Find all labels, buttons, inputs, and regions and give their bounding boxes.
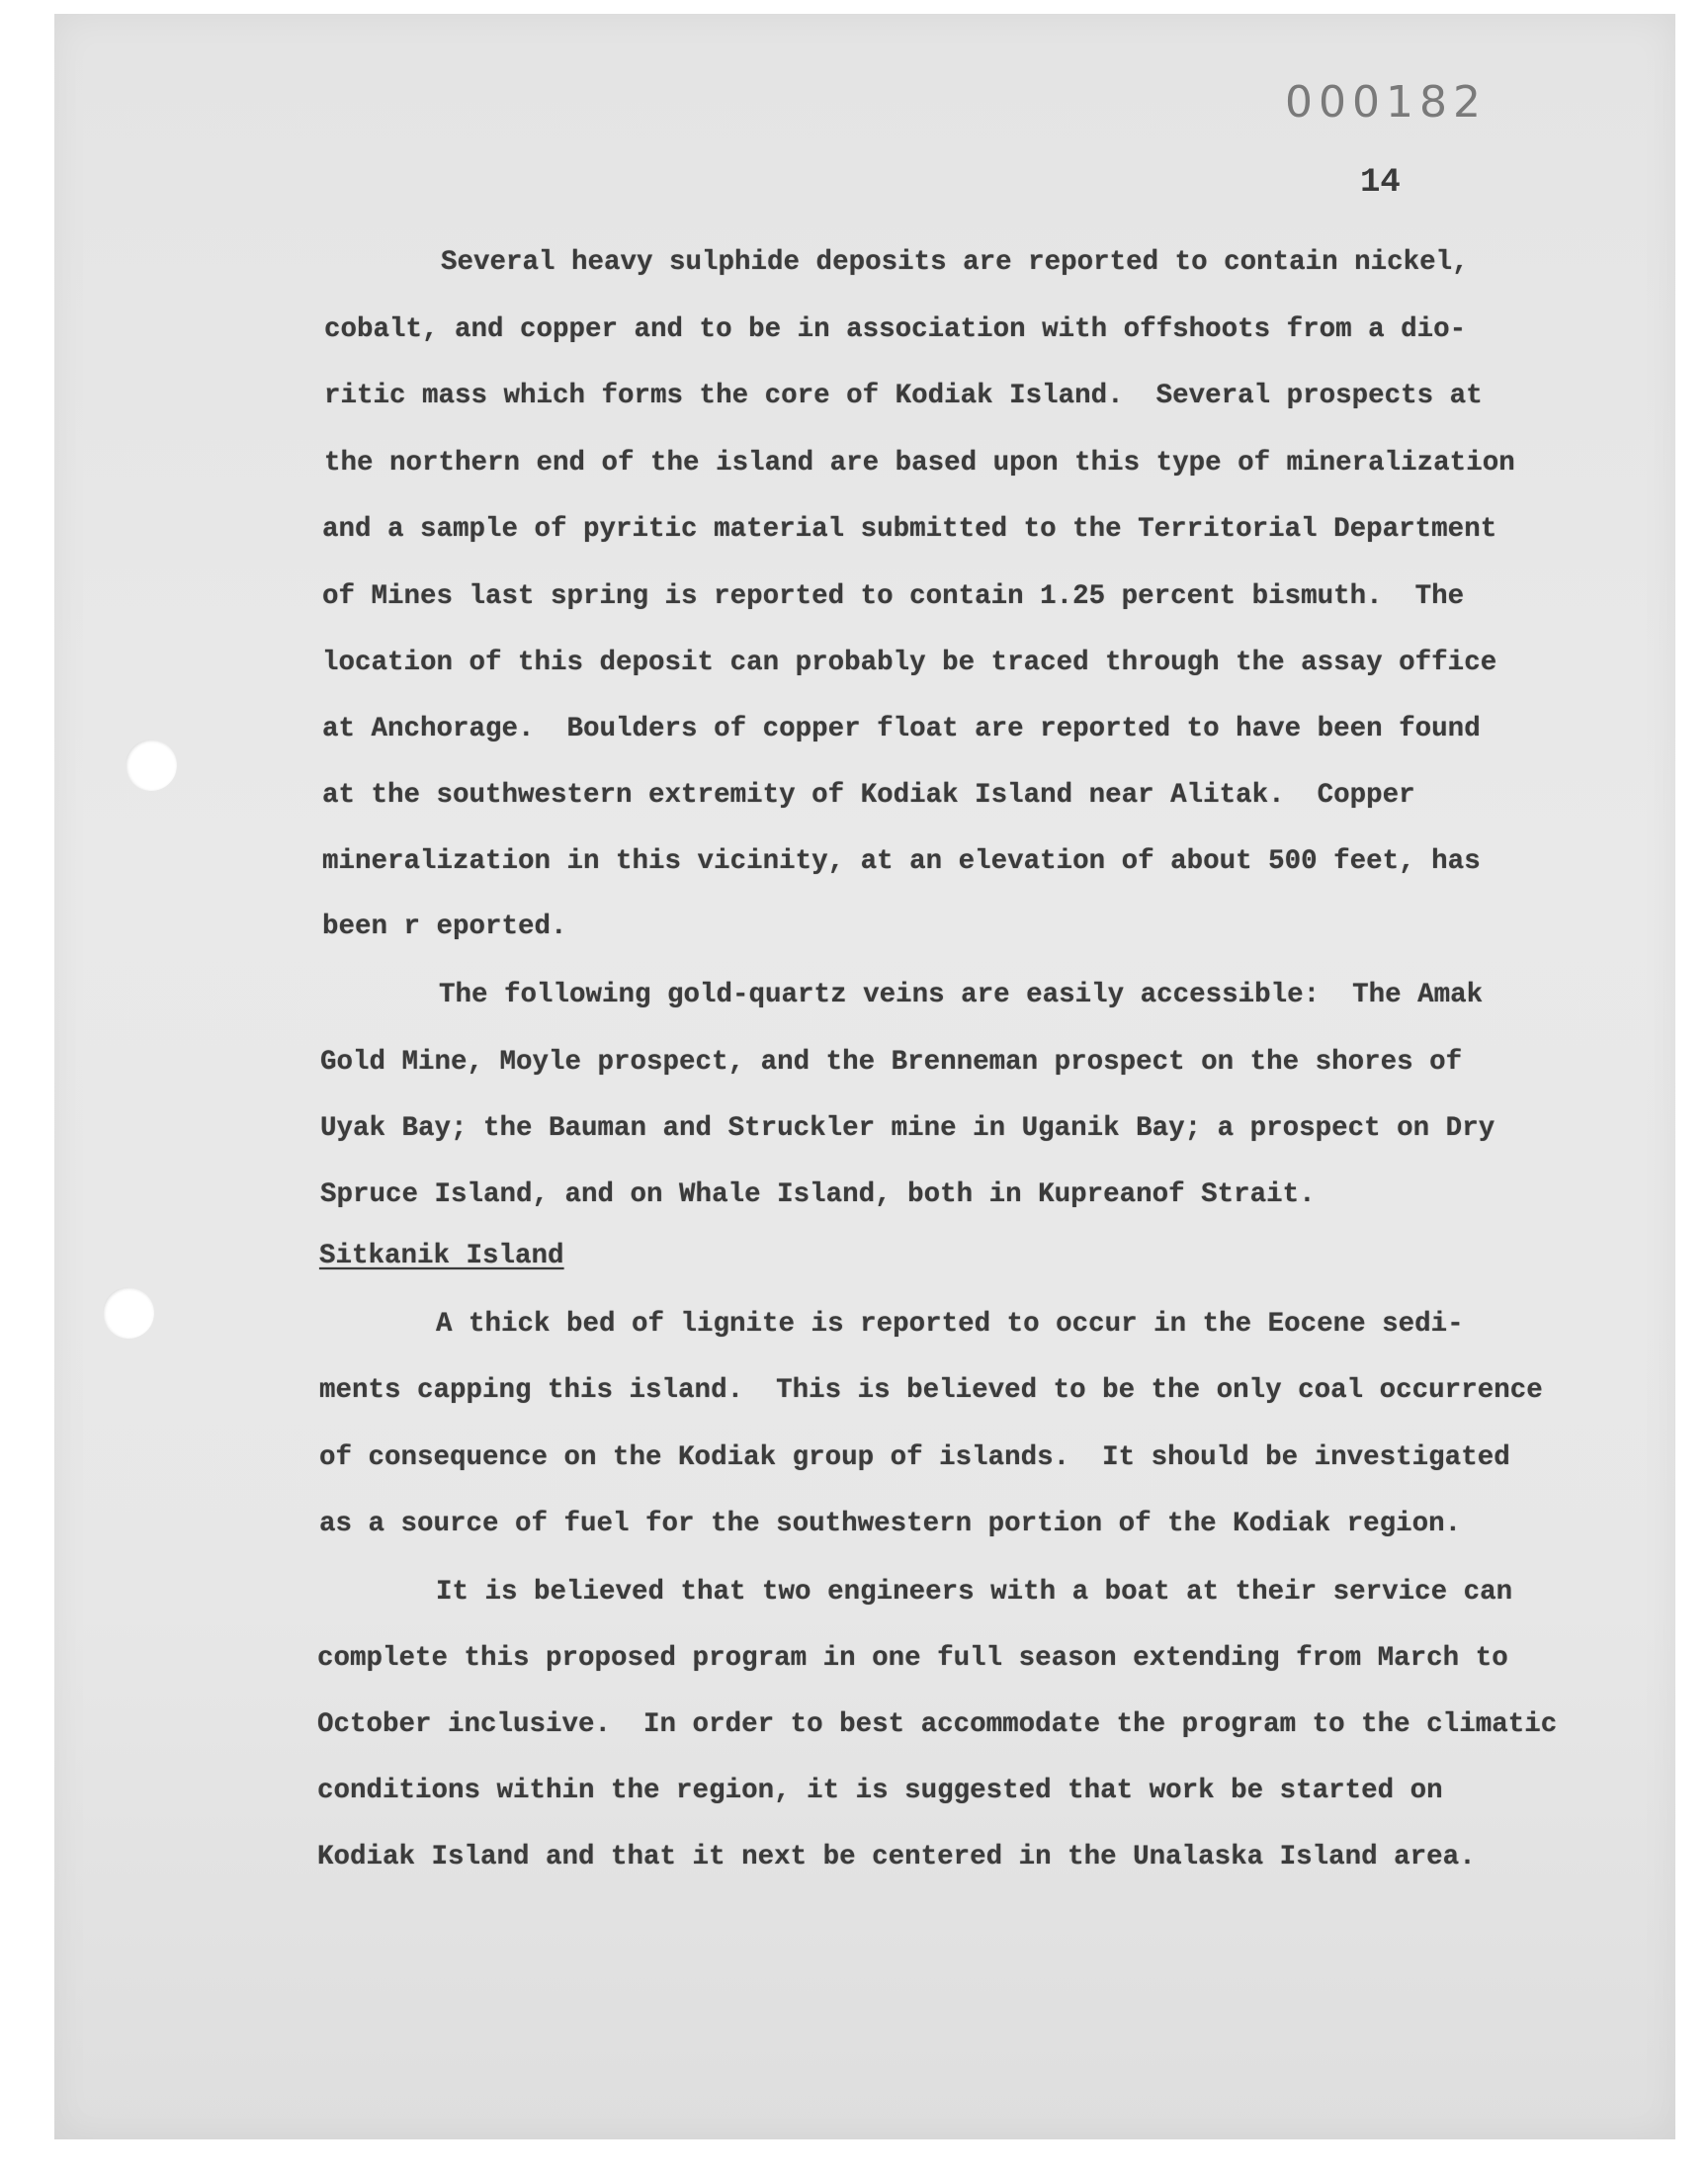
text-line: the northern end of the island are based upon this type of mineralization: [324, 448, 1515, 478]
text-line: Spruce Island, and on Whale Island, both in Kupreanof Strait.: [320, 1179, 1316, 1210]
text-line: and a sample of pyritic material submitted to the Territorial Department: [322, 514, 1497, 545]
text-line: conditions within the region, it is suggested that work be started on: [317, 1776, 1443, 1806]
text-line: location of this deposit can probably be traced through the assay office: [322, 648, 1497, 678]
text-line: at the southwestern extremity of Kodiak Island near Alitak. Copper: [322, 780, 1415, 811]
text-line: It is believed that two engineers with a boat at their service can: [436, 1577, 1513, 1608]
punch-hole-bottom: [103, 1287, 154, 1339]
text-line: The following gold-quartz veins are easily accessible: The Amak: [439, 980, 1484, 1010]
text-line: ments capping this island. This is believed to be the only coal occurrence: [319, 1375, 1543, 1406]
text-line: complete this proposed program in one full season extending from March to: [317, 1643, 1508, 1674]
text-line: Kodiak Island and that it next be centered in the Unalaska Island area.: [317, 1842, 1476, 1872]
text-line: of Mines last spring is reported to contain 1.25 percent bismuth. The: [322, 581, 1465, 612]
text-line: mineralization in this vicinity, at an elevation of about 500 feet, has: [322, 846, 1481, 877]
document-stamp-number: 000182: [1285, 77, 1487, 128]
text-line: ritic mass which forms the core of Kodiak Island. Several prospects at: [324, 381, 1483, 411]
text-line: Several heavy sulphide deposits are reported to contain nickel,: [441, 247, 1469, 278]
text-line: at Anchorage. Boulders of copper float are reported to have been found: [322, 714, 1481, 744]
punch-hole-top: [126, 740, 177, 791]
text-line: as a source of fuel for the southwestern portion of the Kodiak region.: [319, 1509, 1462, 1539]
text-line: Gold Mine, Moyle prospect, and the Brenneman prospect on the shores of: [320, 1047, 1463, 1078]
text-line: Uyak Bay; the Bauman and Struckler mine in Uganik Bay; a prospect on Dry: [320, 1113, 1495, 1144]
text-line: A thick bed of lignite is reported to occur in the Eocene sedi-: [436, 1309, 1464, 1340]
text-line: cobalt, and copper and to be in association with offshoots from a dio-: [324, 314, 1467, 345]
section-heading: Sitkanik Island: [319, 1241, 564, 1271]
text-line: of consequence on the Kodiak group of islands. It should be investigated: [319, 1442, 1510, 1473]
text-line: October inclusive. In order to best accommodate the program to the climatic: [317, 1709, 1558, 1740]
text-line: been r eported.: [322, 912, 567, 942]
page-number: 14: [1360, 164, 1401, 202]
